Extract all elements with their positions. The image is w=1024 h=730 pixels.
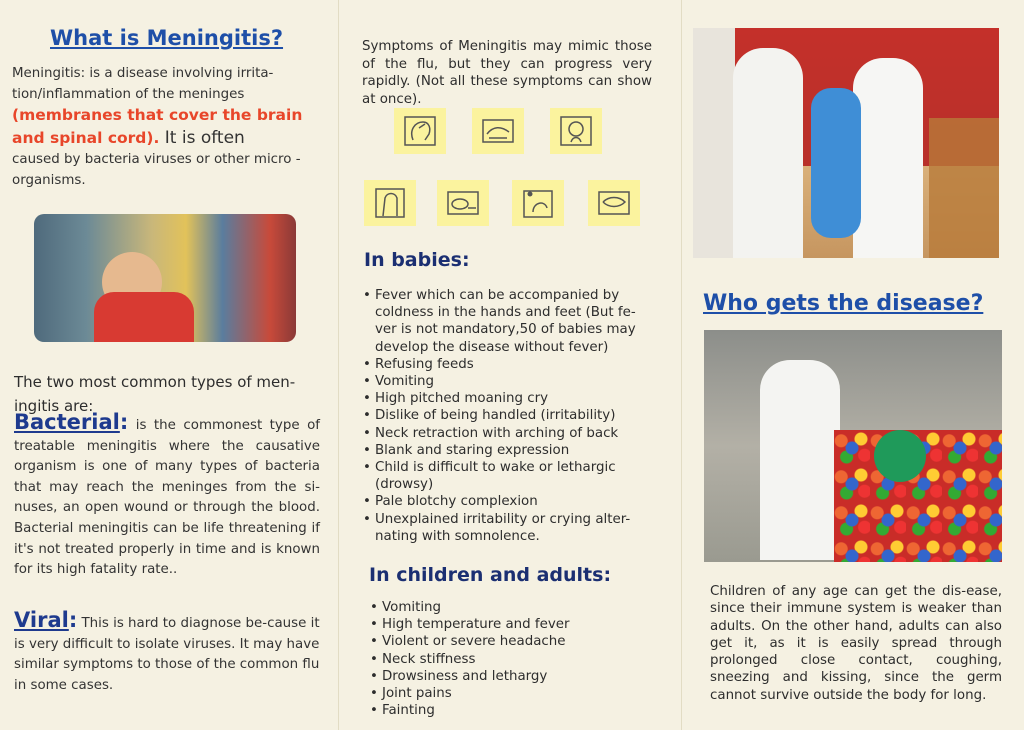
intro-text-b: It is often [159,127,245,148]
drowsy-icon [437,180,489,226]
vomiting-icon [472,108,524,154]
list-item: • Pale blotchy complexion [363,493,653,510]
babies-symptom-list [363,287,653,545]
intro-paragraph [12,64,312,192]
photo-boy-playing [34,214,296,342]
viral-text: This is hard to diagnose be-cause it is very difficult to isolate viruses. It may have similar symptoms to those of the common flu in some cases. [14,616,320,693]
list-item: • Joint pains [370,685,650,702]
list-item: • Fainting [370,702,650,719]
photo-therapy-stairs [693,28,999,258]
intro-text-a: Meningitis: is a disease involving irrita-tion/inflammation of the meninges [12,66,274,102]
list-item: • Violent or severe headache [370,633,650,650]
rash-icon [588,180,640,226]
intro-text-c: caused by bacteria viruses or other micro -organisms. [12,152,301,188]
intro-highlight: (membranes that cover the brain and spinal cord). [12,106,303,147]
bacterial-text: is the commonest type of treatable meningitis where the causative organism is one of many types of bacteria that may reach the meninges from the si-nuses, an open wound or through the blood. Bacterial meningitis can be life threatening if it's not treated properly in time and is known for its high fatality rate.. [14,418,320,578]
panel-fold-1 [338,0,339,730]
panel-what-is [0,0,338,730]
list-item: • Vomiting [363,373,653,390]
who-gets-paragraph: Children of any age can get the dis-ease, since their immune system is weaker than adults. On the other hand, adults can also get it, as it is easily spread through prolonged close contact, coughing, sneezing and kissing, since the germ cannot survive outside the body for long. [710,584,1002,703]
viral-term: Viral [14,608,69,632]
list-item: • Refusing feeds [363,356,653,373]
list-item: • Fever which can be accompanied by coldness in the hands and feet (But fe-ver is not mandatory,50 of babies may develop the disease without fever) [363,287,653,356]
panel-symptoms [342,0,678,730]
head-pain-icon [394,108,446,154]
light-sensitivity-icon [512,180,564,226]
photo-ball-pit [704,330,1002,562]
list-item: • High pitched moaning cry [363,390,653,407]
list-item: • Vomiting [370,599,650,616]
list-item: • Child is difficult to wake or lethargic (drowsy) [363,459,653,493]
list-item: • Dislike of being handled (irritability) [363,407,653,424]
fever-icon [550,108,602,154]
children-heading: In children and adults: [369,564,612,586]
list-item: • High temperature and fever [370,616,650,633]
bacterial-paragraph: Bacterial: is the commonest type of treatable meningitis where the causative organism is one of many types of bacteria that may reach the meninges from the si-nuses, an open wound or through the blood. Bacterial meningitis can be life threatening if it's not treated properly in time and is known for its high fatality rate.. [14,410,320,578]
bacterial-term: Bacterial [14,410,120,434]
babies-heading: In babies: [364,249,470,271]
what-is-title: What is Meningitis? [50,26,284,50]
panel-fold-2 [681,0,682,730]
neck-stiffness-icon [364,180,416,226]
list-item: • Neck stiffness [370,651,650,668]
list-item: • Neck retraction with arching of back [363,425,653,442]
symptoms-intro: Symptoms of Meningitis may mimic those of the flu, but they can progress very rapidly. (Not all these symptoms can show at once). [362,39,652,107]
children-symptom-list [370,599,650,719]
viral-paragraph: Viral: This is hard to diagnose be-cause it is very difficult to isolate viruses. It may have similar symptoms to those of the common flu in some cases. [14,608,320,693]
list-item: • Blank and staring expression [363,442,653,459]
list-item: • Drowsiness and lethargy [370,668,650,685]
list-item: • Unexplained irritability or crying alter-nating with somnolence. [363,511,653,545]
types-intro: The two most common types of men-ingitis are: [14,373,296,415]
who-gets-title: Who gets the disease? [703,291,984,316]
